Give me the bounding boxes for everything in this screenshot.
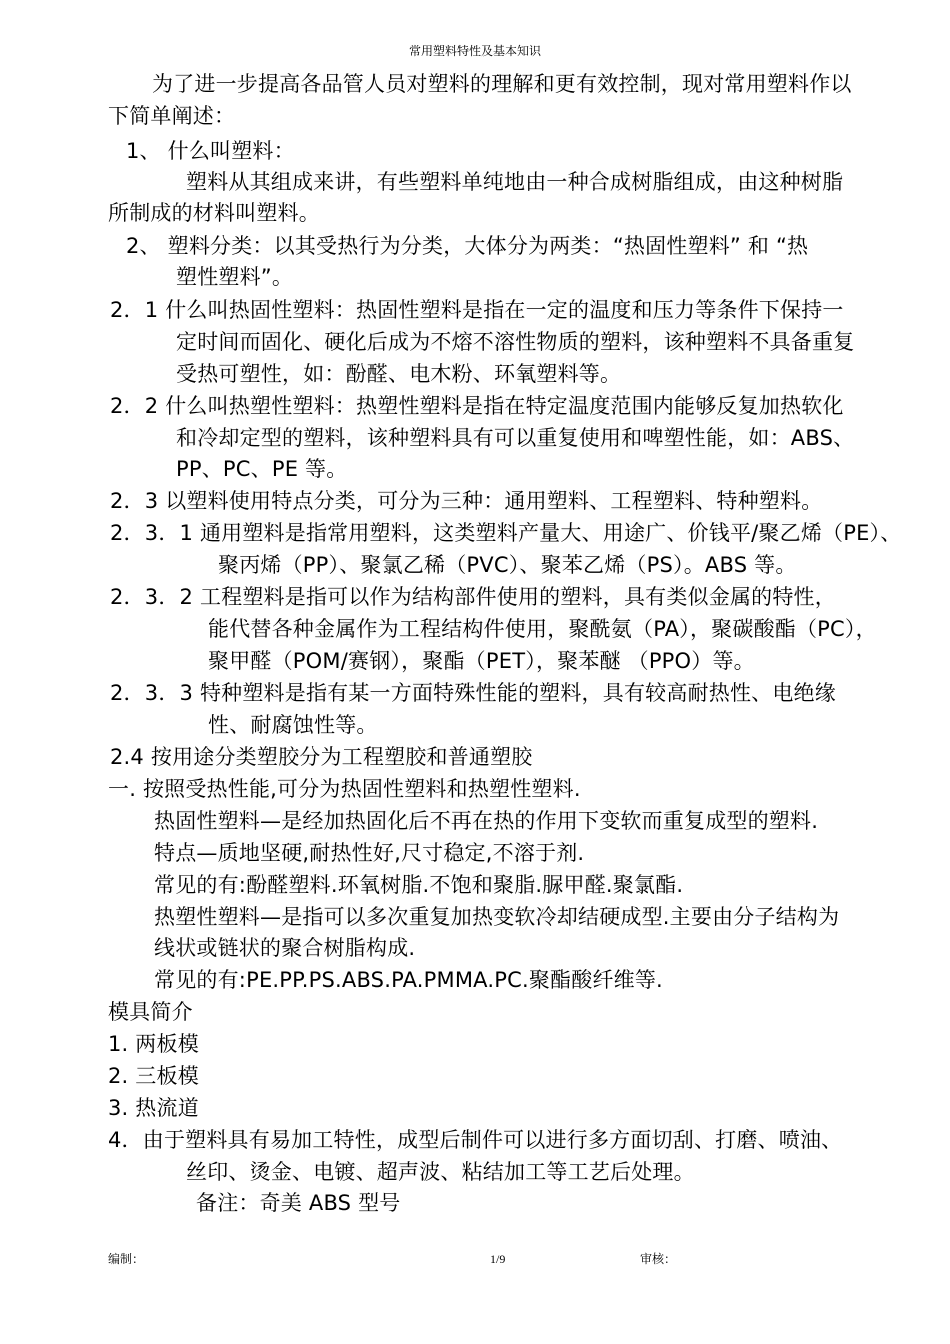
- text-line: 热固性塑料—是经加热固化后不再在热的作用下变软而重复成型的塑料.: [154, 809, 819, 833]
- reviewer-label: 审核：: [640, 1252, 677, 1266]
- text-line: 线状或链状的聚合树脂构成.: [154, 936, 416, 960]
- text-line: PP、PC、PE 等。: [176, 457, 348, 481]
- page-number: 1/9: [490, 1252, 506, 1266]
- text-line: 受热可塑性，如：酚醛、电木粉、环氧塑料等。: [176, 362, 622, 386]
- text-line: 热塑性塑料—是指可以多次重复加热变软冷却结硬成型.主要由分子结构为: [154, 905, 840, 929]
- text-line: 下简单阐述：: [108, 104, 236, 128]
- text-line: 4．由于塑料具有易加工特性，成型后制件可以进行多方面切刮、打磨、喷油、: [108, 1128, 843, 1152]
- text-line: 2．2 什么叫热塑性塑料：热塑性塑料是指在特定温度范围内能够反复加热软化: [110, 394, 844, 418]
- text-line: 特点—质地坚硬,耐热性好,尺寸稳定,不溶于剂.: [154, 841, 585, 865]
- text-line: 聚丙烯（PP）、聚氯乙稀（PVC）、聚苯乙烯（PS）。ABS 等。: [218, 553, 797, 577]
- text-line: 所制成的材料叫塑料。: [108, 201, 320, 225]
- text-line: 2．3 以塑料使用特点分类，可分为三种：通用塑料、工程塑料、特种塑料。: [110, 489, 823, 513]
- text-line: 一. 按照受热性能,可分为热固性塑料和热塑性塑料.: [108, 777, 581, 801]
- text-line: 2．1 什么叫热固性塑料：热固性塑料是指在一定的温度和压力等条件下保持一: [110, 298, 844, 322]
- text-line: 常见的有:PE.PP.PS.ABS.PA.PMMA.PC.聚酯酸纤维等.: [154, 968, 663, 992]
- text-line: 为了进一步提高各品管人员对塑料的理解和更有效控制，现对常用塑料作以: [152, 72, 852, 96]
- text-line: 和冷却定型的塑料，该种塑料具有可以重复使用和啤塑性能，如：ABS、: [176, 426, 855, 450]
- text-line: 2、 塑料分类：以其受热行为分类，大体分为两类：“热固性塑料” 和 “热: [126, 234, 809, 258]
- list-item: 3. 热流道: [108, 1096, 199, 1120]
- page-title: 常用塑料特性及基本知识: [408, 44, 541, 58]
- text-line: 塑性塑料”。: [176, 265, 294, 289]
- list-item: 1. 两板模: [108, 1032, 199, 1056]
- text-line: 性、耐腐蚀性等。: [208, 713, 378, 737]
- text-line: 2．3．1 通用塑料是指常用塑料，这类塑料产量大、用途广、价钱平/聚乙烯（PE）、: [110, 521, 902, 545]
- editor-label: 编制：: [108, 1252, 145, 1266]
- text-line: 塑料从其组成来讲，有些塑料单纯地由一种合成树脂组成，由这种树脂: [186, 170, 844, 194]
- list-item: 2. 三板模: [108, 1064, 199, 1088]
- text-line: 2.4 按用途分类塑胶分为工程塑胶和普通塑胶: [110, 745, 533, 769]
- section-heading: 模具简介: [108, 1000, 193, 1024]
- text-line: 常见的有:酚醛塑料.环氧树脂.不饱和聚脂.脲甲醛.聚氯酯.: [154, 873, 684, 897]
- text-line: 1、 什么叫塑料：: [126, 139, 295, 163]
- text-line: 丝印、烫金、电镀、超声波、粘结加工等工艺后处理。: [186, 1160, 695, 1184]
- text-line: 聚甲醛（POM/赛钢），聚酯（PET），聚苯醚 （PPO）等。: [208, 649, 755, 673]
- text-line: 能代替各种金属作为工程结构件使用，聚酰氨（PA），聚碳酸酯（PC），: [208, 617, 877, 641]
- text-line: 2．3．3 特种塑料是指有某一方面特殊性能的塑料，具有较高耐热性、电绝缘: [110, 681, 836, 705]
- text-line: 定时间而固化、硬化后成为不熔不溶性物质的塑料，该种塑料不具备重复: [176, 330, 855, 354]
- text-line: 备注：奇美 ABS 型号: [196, 1191, 401, 1215]
- text-line: 2．3．2 工程塑料是指可以作为结构部件使用的塑料，具有类似金属的特性，: [110, 585, 836, 609]
